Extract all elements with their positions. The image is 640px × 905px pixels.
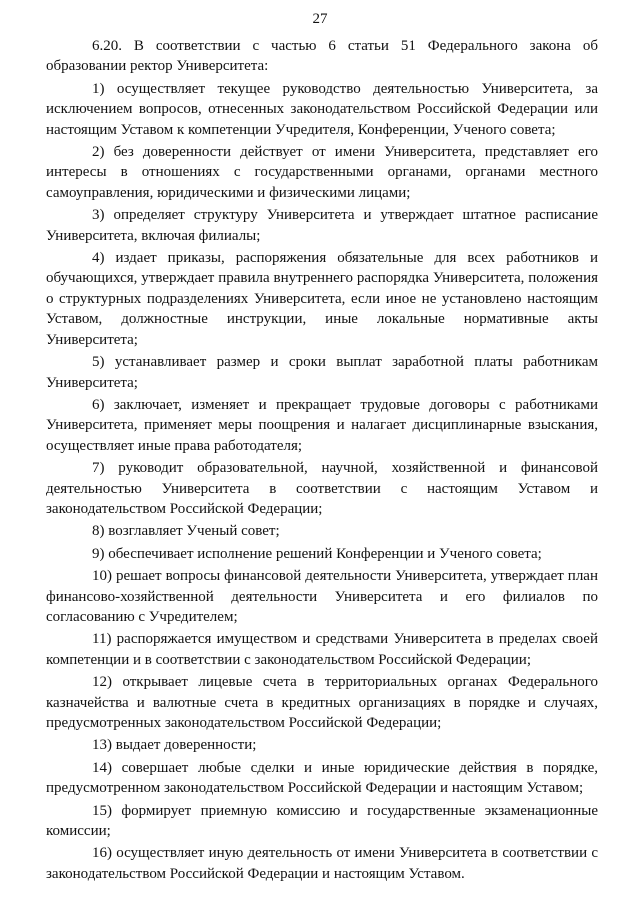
paragraph-item-12: 12) открывает лицевые счета в территориальных органах Федерального казначейства и валютные счета в кредитных организациях в порядке и случаях, предусмотренных законодательством Российской Федерации; <box>46 674 598 731</box>
paragraph-item-4: 4) издает приказы, распоряжения обязательные для всех работников и обучающихся, утверждает правила внутреннего распорядка Университета, положения о структурных подразделениях Университета, если иное не установлено настоящим Уставом, должностные инструкции, иные локальные нормативные акты Университета; <box>46 250 598 348</box>
paragraph-item-13: 13) выдает доверенности; <box>92 737 257 754</box>
paragraph-item-6: 6) заключает, изменяет и прекращает трудовые договоры с работниками Университета, применяет меры поощрения и налагает дисциплинарные взыскания, осуществляет иные права работодателя; <box>46 396 598 454</box>
paragraph-item-11: 11) распоряжается имуществом и средствами Университета в пределах своей компетенции и в соответствии с законодательством Российской Федерации; <box>46 631 598 668</box>
paragraph-intro: 6.20. В соответствии с частью 6 статьи 51 Федерального закона об образовании ректор Университета: <box>46 38 598 75</box>
paragraph-item-7: 7) руководит образовательной, научной, хозяйственной и финансовой деятельностью Университета в соответствии с настоящим Уставом и законодательством Российской Федерации; <box>46 460 598 517</box>
paragraph-item-9: 9) обеспечивает исполнение решений Конференции и Ученого совета; <box>92 545 542 562</box>
paragraph-item-2: 2) без доверенности действует от имени Университета, представляет его интересы в отношениях с государственными органами, органами местного самоуправления, юридическими и физическими лицами; <box>46 144 598 201</box>
paragraph-item-8: 8) возглавляет Ученый совет; <box>92 523 280 540</box>
paragraph-item-14: 14) совершает любые сделки и иные юридические действия в порядке, предусмотренном законодательством Российской Федерации и настоящим Уставом; <box>46 759 598 797</box>
paragraph-item-1: 1) осуществляет текущее руководство деятельностью Университета, за исключением вопросов, отнесенных законодательством Российской Федерации или настоящим Уставом к компетенции Учредителя, Конференции, Ученого совета; <box>46 80 598 138</box>
paragraph-item-16: 16) осуществляет иную деятельность от имени Университета в соответствии с законодательством Российской Федерации и настоящим Уставом. <box>46 845 598 882</box>
document-body <box>46 36 598 884</box>
paragraph-item-10: 10) решает вопросы финансовой деятельности Университета, утверждает план финансово-хозяйственной деятельности Университета и его филиалов по согласованию с Учредителем; <box>46 568 598 625</box>
paragraph-item-3: 3) определяет структуру Университета и утверждает штатное расписание Университета, включая филиалы; <box>46 207 598 244</box>
page-number: 27 <box>312 11 328 27</box>
paragraph-item-5: 5) устанавливает размер и сроки выплат заработной платы работникам Университета; <box>46 354 598 391</box>
paragraph-item-15: 15) формирует приемную комиссию и государственные экзаменационные комиссии; <box>46 802 598 840</box>
